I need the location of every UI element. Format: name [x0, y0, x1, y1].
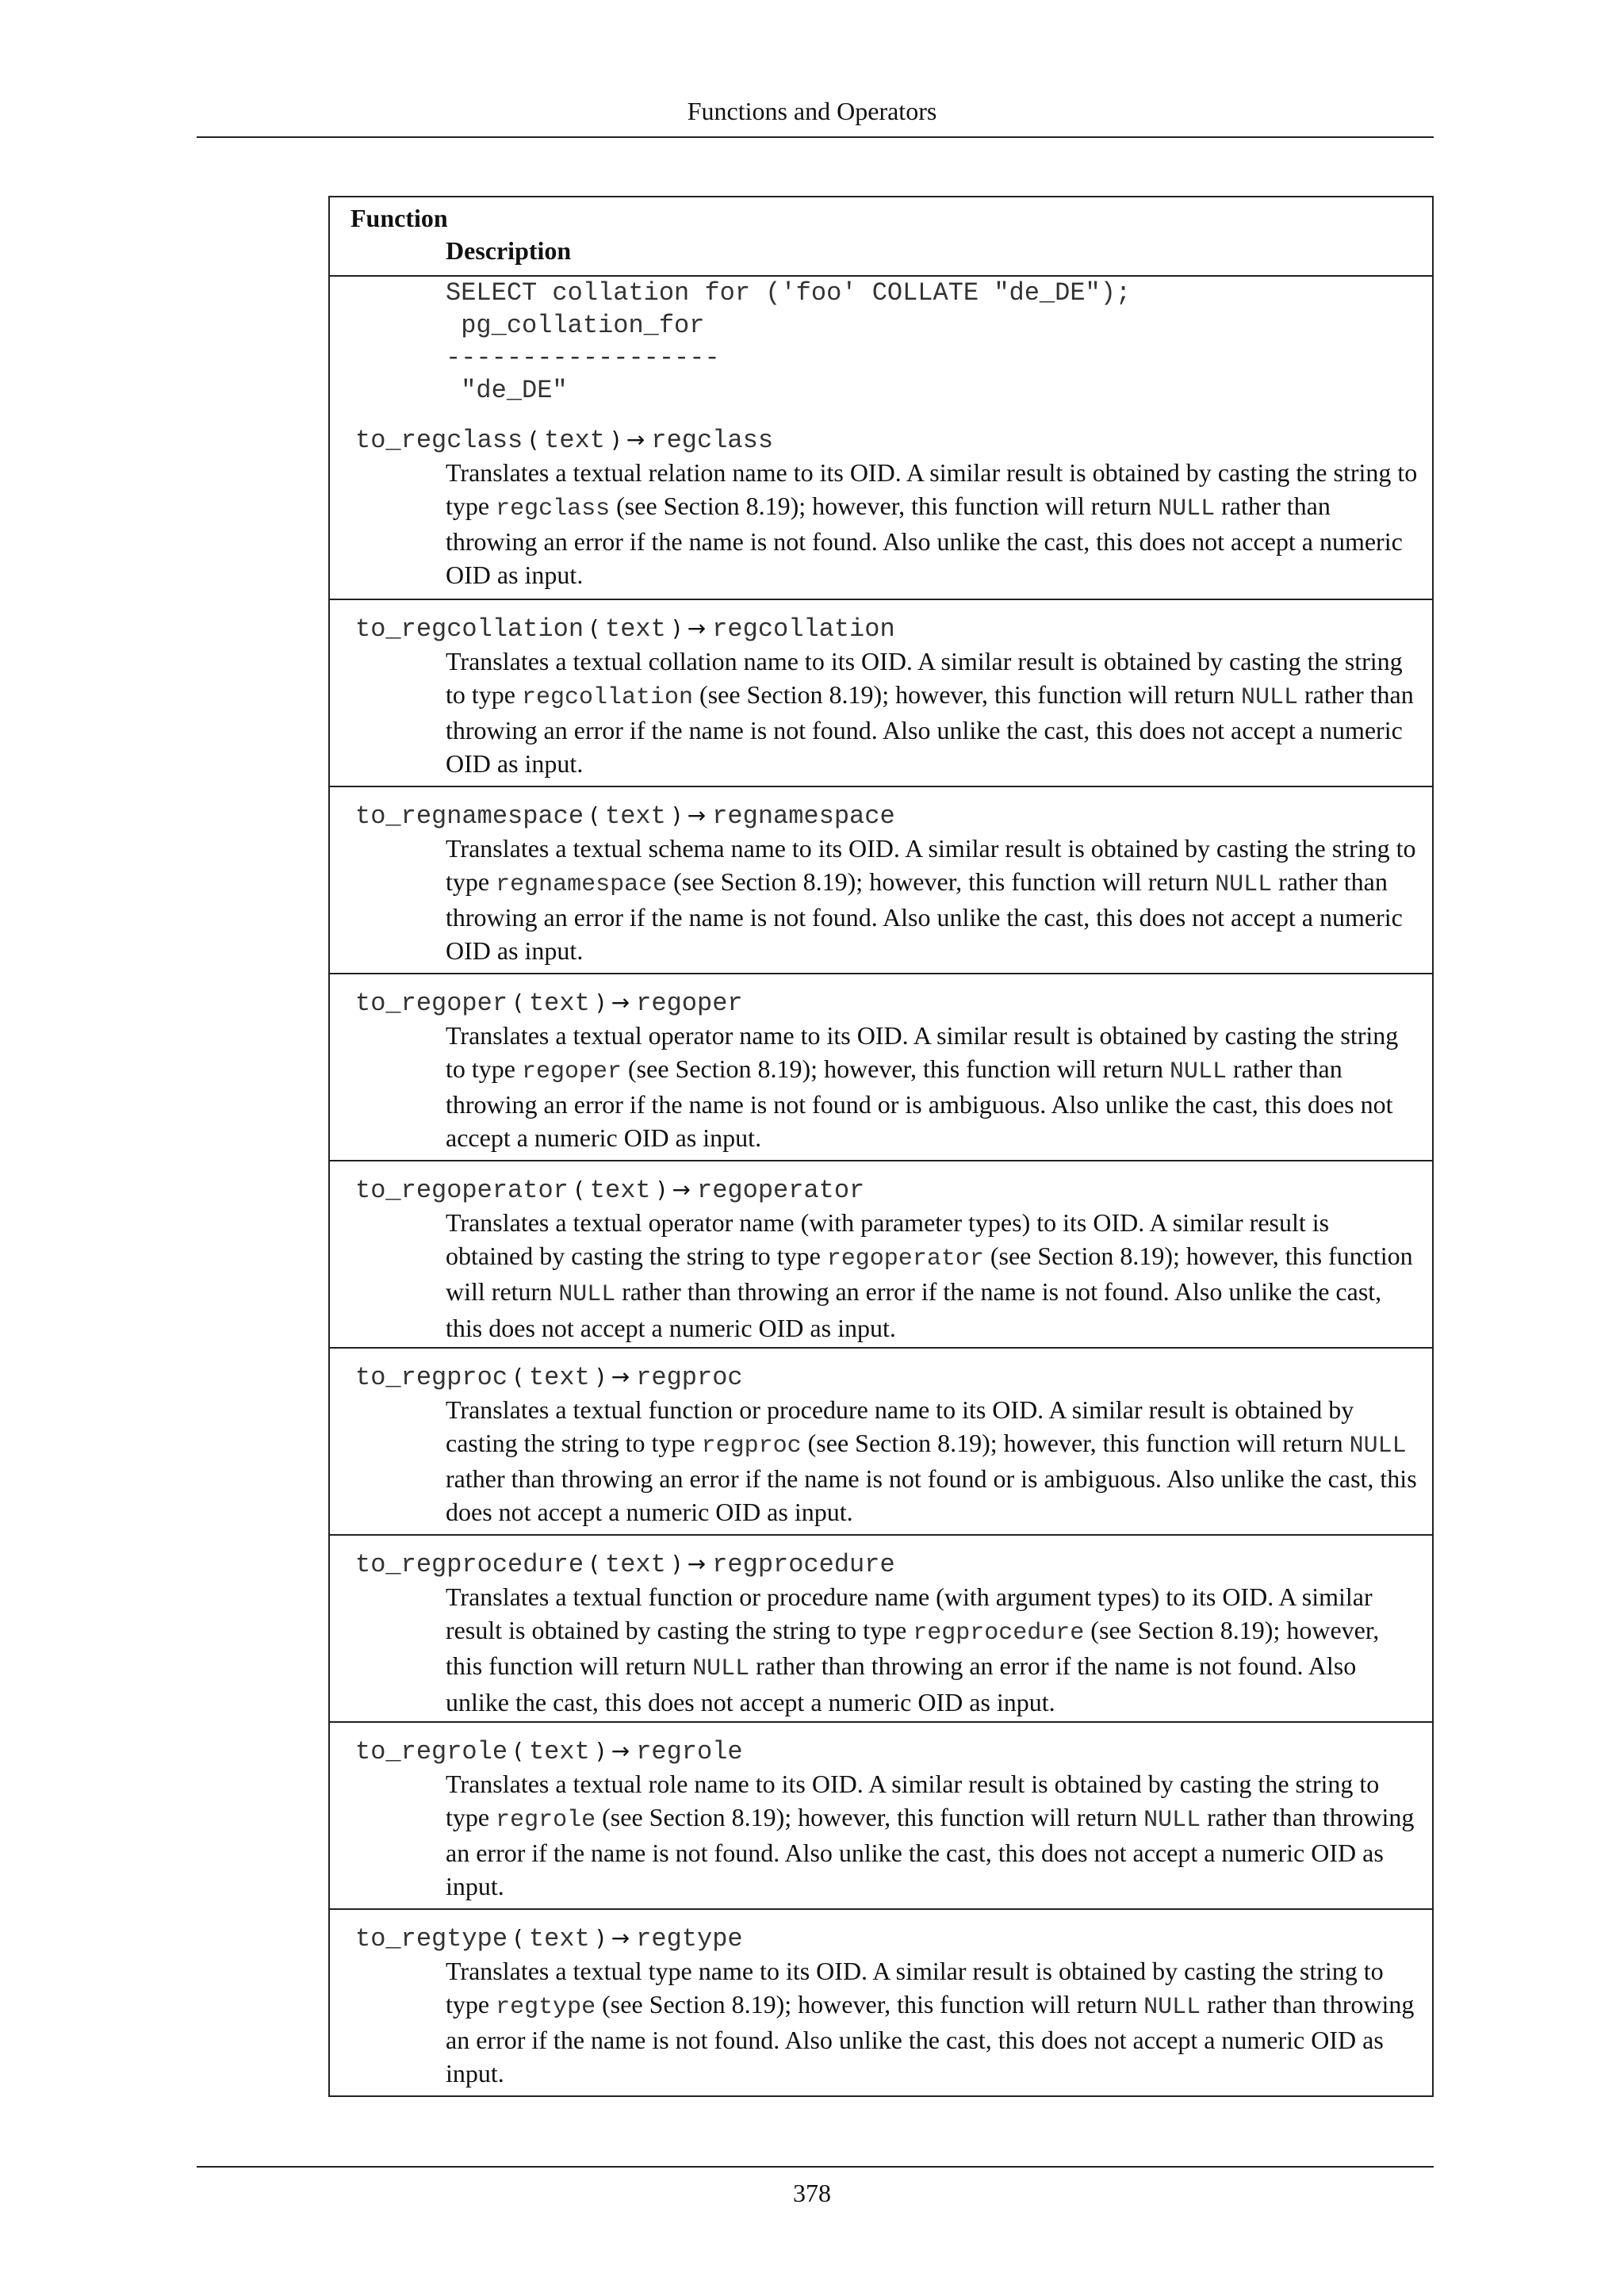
inline-code: regoperator: [826, 1245, 984, 1272]
table-header: [330, 197, 1432, 275]
open-paren: (: [514, 1738, 523, 1764]
function-description: [355, 1394, 1423, 1529]
description-text: Translates a textual function or procedure name (with argument types) to its OID. A similar result is obtained by casting the string to type: [446, 1582, 1373, 1644]
function-signature: [355, 1360, 1423, 1394]
function-signature: [355, 1734, 1423, 1768]
return-type: regtype: [636, 1924, 743, 1954]
close-paren: ): [596, 1738, 605, 1764]
inline-code: regrole: [496, 1806, 596, 1834]
description-text: (see Section 8.19); however, this function will return: [446, 1241, 1413, 1306]
description-text: (see Section 8.19); however, this function will return: [622, 1054, 1170, 1083]
column-header-function: Function: [350, 204, 448, 232]
function-row-to-regrole: [330, 1721, 1432, 1908]
return-type: regprocedure: [712, 1550, 895, 1579]
function-signature: [355, 798, 1423, 832]
function-name: to_regclass: [355, 426, 523, 455]
close-paren: ): [596, 989, 605, 1016]
code-line: pg_collation_for: [446, 311, 705, 340]
open-paren: (: [514, 1925, 523, 1951]
returns-arrow-icon: →: [672, 1177, 691, 1203]
footer-rule: [197, 2166, 1434, 2168]
returns-arrow-icon: →: [611, 1925, 630, 1951]
function-name: to_regprocedure: [355, 1550, 584, 1579]
close-paren: ): [672, 802, 681, 828]
example-code-block: [330, 275, 1432, 411]
open-paren: (: [529, 427, 538, 453]
description-text: (see Section 8.19); however, this function will return: [667, 867, 1216, 896]
description-text: Translates a textual role name to its OID. A similar result is obtained by casting the string to type: [446, 1770, 1380, 1831]
inline-code: regprocedure: [913, 1619, 1085, 1647]
inline-code: NULL: [692, 1655, 750, 1682]
function-row-to-regproc: [330, 1347, 1432, 1534]
returns-arrow-icon: →: [611, 1738, 630, 1764]
code-line: ------------------: [446, 343, 720, 373]
function-name: to_regoperator: [355, 1176, 569, 1205]
description-text: rather than throwing an error if the name is not found. Also unlike the cast, this does not accept a numeric OID as input.: [446, 1651, 1357, 1716]
column-header-description: Description: [446, 236, 572, 265]
function-description: [355, 1768, 1423, 1903]
argument-type: text: [604, 1550, 666, 1579]
page-number: 378: [793, 2179, 831, 2207]
description-text: Translates a textual collation name to its OID. A similar result is obtained by casting the string to type: [446, 647, 1403, 709]
argument-type: text: [589, 1176, 651, 1205]
description-text: Translates a textual type name to its OID. A similar result is obtained by casting the string to type: [446, 1957, 1384, 2019]
description-text: (see Section 8.19); however, this function will return: [596, 1989, 1144, 2019]
inline-code: NULL: [1241, 683, 1299, 711]
returns-arrow-icon: →: [687, 1551, 707, 1577]
description-text: rather than throwing an error if the name is not found or is ambiguous. Also unlike the cast, this does not accept a numeric OID as input.: [446, 1464, 1417, 1526]
function-description: [355, 645, 1423, 780]
close-paren: ): [657, 1177, 666, 1203]
description-text: (see Section 8.19); however, this function will return: [610, 491, 1159, 520]
function-signature: [355, 611, 1423, 645]
returns-arrow-icon: →: [611, 1364, 630, 1390]
inline-code: NULL: [558, 1281, 616, 1308]
description-text: rather than throwing an error if the name is not found. Also unlike the cast, this does not accept a numeric OID as input.: [446, 1277, 1382, 1342]
inline-code: NULL: [1349, 1432, 1407, 1460]
close-paren: ): [672, 1551, 681, 1577]
function-row-to-regtype: [330, 1908, 1432, 2095]
inline-code: regclass: [496, 495, 611, 522]
return-type: regclass: [651, 426, 774, 455]
function-signature: [355, 1921, 1423, 1955]
function-description: [355, 1207, 1423, 1345]
argument-type: text: [528, 1363, 590, 1392]
return-type: regrole: [636, 1737, 743, 1766]
open-paren: (: [590, 802, 599, 828]
return-type: regcollation: [712, 614, 895, 644]
argument-type: text: [604, 614, 666, 644]
inline-code: NULL: [1158, 495, 1216, 522]
inline-code: NULL: [1170, 1058, 1228, 1085]
inline-code: NULL: [1143, 1993, 1201, 2021]
function-description: [355, 1020, 1423, 1154]
open-paren: (: [574, 1177, 584, 1203]
description-text: (see Section 8.19); however, this function will return: [801, 1428, 1350, 1457]
function-signature: [355, 985, 1423, 1020]
return-type: regnamespace: [712, 802, 895, 831]
function-row-to-regoperator: [330, 1160, 1432, 1347]
description-text: rather than throwing an error if the name is not found. Also unlike the cast, this does not accept a numeric OID as input.: [446, 1802, 1415, 1900]
function-signature: [355, 1547, 1423, 1581]
code-line: SELECT collation for ('foo' COLLATE "de_DE");: [446, 278, 1132, 308]
returns-arrow-icon: →: [687, 802, 707, 828]
function-name: to_regtype: [355, 1924, 508, 1954]
inline-code: NULL: [1215, 871, 1273, 898]
inline-code: NULL: [1143, 1806, 1201, 1834]
function-name: to_regnamespace: [355, 802, 584, 831]
inline-code: regnamespace: [496, 871, 668, 898]
inline-code: regoper: [521, 1058, 622, 1085]
function-entries: [330, 411, 1432, 2095]
function-description: [355, 1581, 1423, 1719]
code-line: "de_DE": [446, 376, 568, 405]
close-paren: ): [596, 1925, 605, 1951]
function-row-to-regclass: [330, 411, 1432, 599]
close-paren: ): [611, 427, 620, 453]
argument-type: text: [528, 1737, 590, 1766]
argument-type: text: [528, 989, 590, 1018]
function-row-to-regoper: [330, 973, 1432, 1160]
inline-code: regproc: [701, 1432, 802, 1460]
functions-table: [328, 196, 1434, 2097]
open-paren: (: [514, 1364, 523, 1390]
open-paren: (: [590, 1551, 599, 1577]
open-paren: (: [590, 615, 599, 641]
description-text: Translates a textual function or procedure name to its OID. A similar result is obtained by casting the string to type: [446, 1395, 1354, 1457]
function-name: to_regcollation: [355, 614, 584, 644]
description-text: Translates a textual operator name (with parameter types) to its OID. A similar result is obtained by casting the string to type: [446, 1208, 1330, 1270]
returns-arrow-icon: →: [626, 427, 645, 453]
inline-code: regtype: [496, 1993, 596, 2021]
argument-type: text: [528, 1924, 590, 1954]
header-rule: [197, 136, 1434, 138]
function-row-to-regcollation: [330, 599, 1432, 786]
function-signature: [355, 423, 1423, 457]
page-header: Functions and Operators: [687, 97, 937, 125]
description-text: Translates a textual relation name to its OID. A similar result is obtained by casting the string to type: [446, 458, 1418, 520]
close-paren: ): [596, 1364, 605, 1390]
function-signature: [355, 1173, 1423, 1207]
function-row-to-regprocedure: [330, 1534, 1432, 1721]
function-name: to_regrole: [355, 1737, 508, 1766]
description-text: rather than throwing an error if the name is not found. Also unlike the cast, this does not accept a numeric OID as input.: [446, 679, 1414, 778]
returns-arrow-icon: →: [611, 989, 630, 1016]
description-text: rather than throwing an error if the name is not found. Also unlike the cast, this does not accept a numeric OID as input.: [446, 867, 1403, 965]
inline-code: regcollation: [521, 683, 694, 711]
description-text: rather than throwing an error if the name is not found. Also unlike the cast, this does not accept a numeric OID as input.: [446, 1989, 1415, 2087]
description-text: (see Section 8.19); however, this function will return: [693, 679, 1242, 709]
argument-type: text: [604, 802, 666, 831]
function-description: [355, 1955, 1423, 2090]
return-type: regoperator: [697, 1176, 865, 1205]
close-paren: ): [672, 615, 681, 641]
description-text: Translates a textual schema name to its OID. A similar result is obtained by casting the string to type: [446, 834, 1416, 896]
open-paren: (: [514, 989, 523, 1016]
description-text: (see Section 8.19); however, this function will return: [446, 1615, 1380, 1680]
function-description: [355, 832, 1423, 967]
description-text: rather than throwing an error if the name is not found. Also unlike the cast, this does not accept a numeric OID as input.: [446, 491, 1403, 589]
description-text: (see Section 8.19); however, this function will return: [596, 1802, 1144, 1831]
return-type: regproc: [636, 1363, 743, 1392]
function-name: to_regproc: [355, 1363, 508, 1392]
return-type: regoper: [636, 989, 743, 1018]
returns-arrow-icon: →: [687, 615, 707, 641]
function-name: to_regoper: [355, 989, 508, 1018]
description-text: rather than throwing an error if the name is not found or is ambiguous. Also unlike the cast, this does not accept a numeric OID as input.: [446, 1054, 1393, 1152]
argument-type: text: [544, 426, 605, 455]
description-text: Translates a textual operator name to its OID. A similar result is obtained by casting the string to type: [446, 1021, 1399, 1083]
function-description: [355, 457, 1423, 591]
function-row-to-regnamespace: [330, 786, 1432, 973]
